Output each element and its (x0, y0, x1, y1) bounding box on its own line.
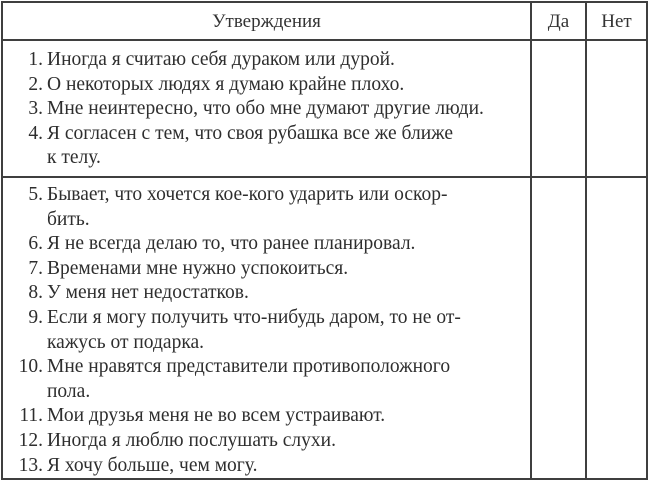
header-statements-label: Утверждения (212, 10, 321, 32)
answer-no-section-2[interactable] (587, 178, 646, 478)
statement-number: 9. (28, 306, 43, 328)
statement-item (3, 429, 530, 454)
statement-number: 1. (28, 49, 43, 70)
statement-number: 5. (28, 184, 43, 205)
statement-number: 6. (28, 233, 43, 255)
statement-text: Мои друзья меня не во всем устраивают. (47, 405, 386, 427)
statement-item (3, 281, 530, 306)
statement-number: 4. (28, 122, 43, 144)
statement-text: Иногда я люблю послушать слухи. (47, 429, 336, 451)
statement-item (3, 454, 530, 479)
statement-text: Бывает, что хочется кое-кого ударить или оскор- (47, 184, 448, 205)
statement-item (3, 122, 530, 171)
questionnaire-table (1, 1, 648, 480)
header-no (587, 3, 646, 40)
statement-number: 12. (18, 429, 43, 451)
statement-text: Я согласен с тем, что своя рубашка все же ближе (47, 122, 454, 144)
statement-item (3, 257, 530, 282)
header-statements (3, 3, 530, 40)
statement-item (3, 183, 530, 232)
statement-text: О некоторых людях я думаю крайне плохо. (47, 73, 405, 95)
statement-text: Временами мне нужно успокоиться. (47, 257, 349, 279)
statement-text: Я хочу больше, чем могу. (47, 454, 258, 476)
statement-number: 8. (28, 282, 43, 304)
statement-item (3, 48, 530, 73)
answer-no-section-1[interactable] (587, 41, 646, 176)
statement-text: Мне нравятся представители противоположного (47, 356, 451, 378)
statement-number: 11. (19, 405, 43, 427)
header-yes (532, 3, 585, 40)
statement-number: 13. (18, 454, 43, 476)
statement-item (3, 97, 530, 122)
statement-text-continued: кажусь от подарка. (47, 331, 205, 353)
statement-item (3, 232, 530, 257)
statement-number: 3. (28, 98, 43, 120)
statement-number: 10. (18, 356, 43, 378)
statement-item (3, 73, 530, 98)
statement-item (3, 404, 530, 429)
answer-yes-section-1[interactable] (532, 41, 585, 176)
statement-number: 7. (28, 257, 43, 279)
statement-text: У меня нет недостатков. (47, 282, 249, 304)
statement-text: Если я могу получить что-нибудь даром, то не от- (47, 306, 461, 328)
statements-section-1 (3, 48, 530, 171)
statements-section-2 (3, 183, 530, 478)
statement-text-continued: бить. (47, 208, 90, 230)
statement-item (3, 355, 530, 404)
statement-text-continued: пола. (47, 380, 91, 402)
statement-text: Мне неинтересно, что обо мне думают другие люди. (47, 98, 484, 120)
statement-item (3, 306, 530, 355)
answer-yes-section-2[interactable] (532, 178, 585, 478)
statement-number: 2. (28, 73, 43, 95)
statement-text: Я не всегда делаю то, что ранее планировал. (47, 233, 416, 255)
header-no-label: Нет (601, 10, 632, 32)
header-yes-label: Да (547, 10, 570, 32)
statement-text-continued: к телу. (47, 147, 101, 169)
statement-text: Иногда я считаю себя дураком или дурой. (47, 49, 395, 70)
